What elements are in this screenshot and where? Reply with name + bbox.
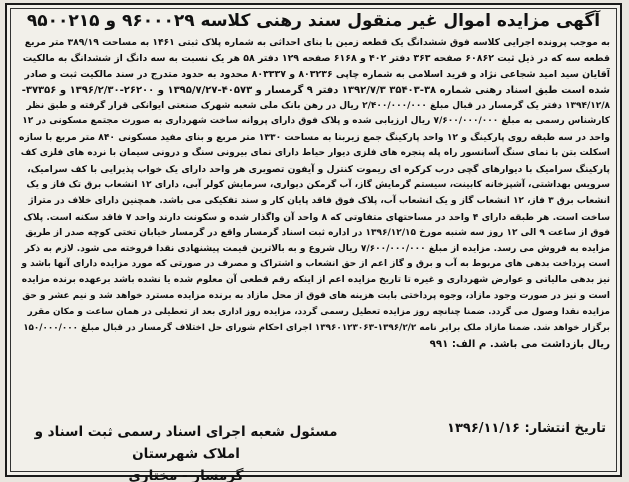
notice-line: ریال بازداشت می باشد. م الف: ۹۹۱: [429, 338, 610, 350]
notice-line: ۱۳۹۴/۱۲/۸ دفتر یک گرمسار در قبال مبلغ ۲/۴۰۰/۰۰۰/۰۰۰ ریال در رهن بانک ملی شعبه شهرک صنعتی ایوانکی قرار گرفته و طبق نظر: [26, 100, 610, 111]
notice-line: است و نیز در صورت وجود مازاد، وجوه پرداختی بابت هزینه های فوق از محل مازاد به برنده مزایده مسترد خواهد شد و نیم عشر و حق: [22, 291, 610, 302]
publish-date: تاریخ انتشار: ۱۳۹۶/۱۱/۱۶: [447, 421, 606, 436]
notice-line: مزایده نقدا وصول می گردد. ضمنا چنانچه روز مزایده تعطیل رسمی گردد، مزایده روز اداری بعد از تعطیلی در همان ساعت و مکان مقرر: [27, 307, 610, 318]
notice-line: فوق از ساعت ۹ الی ۱۲ روز سه شنبه مورخ ۱۳۹۶/۱۲/۱۵ در اداره ثبت اسناد گرمسار واقع در گرمسار خیابان تختی کوچه صدر از طریق: [25, 227, 610, 238]
notice-line: پارکینگ سرامیک با دیوارهای گچی درب کرکره ای ریموت کنترل و آیفون تصویری هر واحد دارای یک خواب پذیرایی با کف سرامیک،: [27, 164, 610, 176]
notice-frame: [5, 3, 622, 482]
official-title: مسئول شعبه اجرای اسناد رسمی ثبت اسناد و املاک شهرستان: [34, 424, 338, 462]
notice-line: مزایده به فروش می رسد. مزایده از مبلغ ۷/۶۰۰/۰۰۰/۰۰۰ ریال شروع و به بالاترین قیمت پیشنهادی نقدا فروخته می شود. لازم به ذکر: [24, 243, 610, 254]
notice-line: برگزار خواهد شد. ضمنا مازاد ملک برابر نامه ۱۳۹۶/۲/۲-۱۳۹۶۰۱۲۳۰۶۳ اجرای احکام شورای حل اختلاف گرمسار در قبال مبلغ ۱۵۰/۰۰۰/۰۰۰: [23, 323, 610, 334]
notice-inner-border: [10, 8, 617, 482]
notice-line: ساخت است. هر طبقه دارای ۴ واحد در مساحتهای متفاوتی که ۸ واحد آن واگذار شده و سکونت دارند واحد ۷ فاقد سکنه است. پلاک: [23, 211, 610, 223]
notice-line: انشعاب برق ۳ فاز، ۱۲ انشعاب گاز و یک انشعاب آب، پلاک فوق فاقد پایان کار و سند تفکیکی می باشد. همچنین دارای خلاف در متراژ: [28, 195, 610, 206]
notice-line: اسکلت بتن با نمای سنگ آسانسور راه پله پنجره های فلزی دیوار حیاط دارای نمای بیرونی سنگ و درونی سیمان با نرده های فلزی کف: [20, 148, 610, 159]
notice-line: قطعه سه که در ذیل ثبت ۶۰۸۶۲ صفحه ۳۶۳ دفتر ۴۰۲ و ۶۱۶۸ صفحه ۱۲۹ دفتر ۵۸ هر یک نسبت به سه دانگ از ششدانگ به مالکیت: [22, 52, 610, 64]
notice-line: سرویس بهداشتی، آشپزخانه کابینت، سیستم گرمایش گاز، آب گرمکن دیواری، سرمایش کولر آبی، دارای ۱۲ انشعاب برق تک فاز و یک: [26, 180, 610, 191]
notice-footer: [17, 417, 610, 482]
official-name: گرمسار - مختاری: [128, 468, 244, 482]
notice-line: است پرداخت بدهی های مربوط به آب و برق و گاز اعم از حق انشعاب و اشتراک و مصرف در صورتی که مورد مزایده دارای آنها باشد و: [21, 259, 610, 270]
notice-title: آگهی مزایده اموال غیر منقول سند رهنی کلاسه ۹۶۰۰۰۲۹ و ۹۵۰۰۲۱۵: [26, 11, 601, 31]
notice-line: کارشناس رسمی به مبلغ ۷/۶۰۰/۰۰۰/۰۰۰ ریال ارزیابی شده و پلاک فوق دارای پروانه ساخت شهرداری به صورت مجتمع مسکونی در ۱۲: [22, 116, 610, 127]
official-signature: [21, 421, 351, 482]
notice-line: آقایان سید امید شجاعی نژاد و فرید اسلامی به شماره چاپی ۸۰۳۲۳۶ و ۸۰۳۳۳۷ محدود به حدود متدرج در سند مالکیت ثبت و صادر: [24, 68, 610, 80]
notice-body: [17, 35, 610, 353]
notice-line: نیز بدهی مالیاتی و عوارض شهرداری و غیره تا تاریخ مزایده اعم از اینکه رقم قطعی آن معلوم شده یا نشده باشد برعهده برنده مزایده: [21, 275, 610, 286]
notice-line: واحد در سه طبقه روی پارکینگ و ۱۲ واحد پارکینگ جمع زیربنا به مساحت ۱۳۳۰ متر مربع و بنای مفید مسکونی ۸۴۰ متر مربع با سازه: [19, 132, 610, 144]
notice-line: به موجب پرونده اجرایی کلاسه فوق ششدانگ یک قطعه زمین با بنای احداثی به شماره پلاک ثبتی ۱۴۶۱ به مساحت ۳۸۹/۱۹ متر مربع: [24, 37, 610, 48]
notice-line: شده است طبق اسناد رهنی شماره ۳۸-۳۵۴۰۳ ۱۳۹۲/۷/۳ دفتر ۹ گرمسار و ۴۰۵۷۳-۱۳۹۵/۷/۲۷ و ۲۶۲۰۰-۱۳۹۶/۲/۳۰ و ۳۷۳۵۶-: [21, 84, 610, 96]
